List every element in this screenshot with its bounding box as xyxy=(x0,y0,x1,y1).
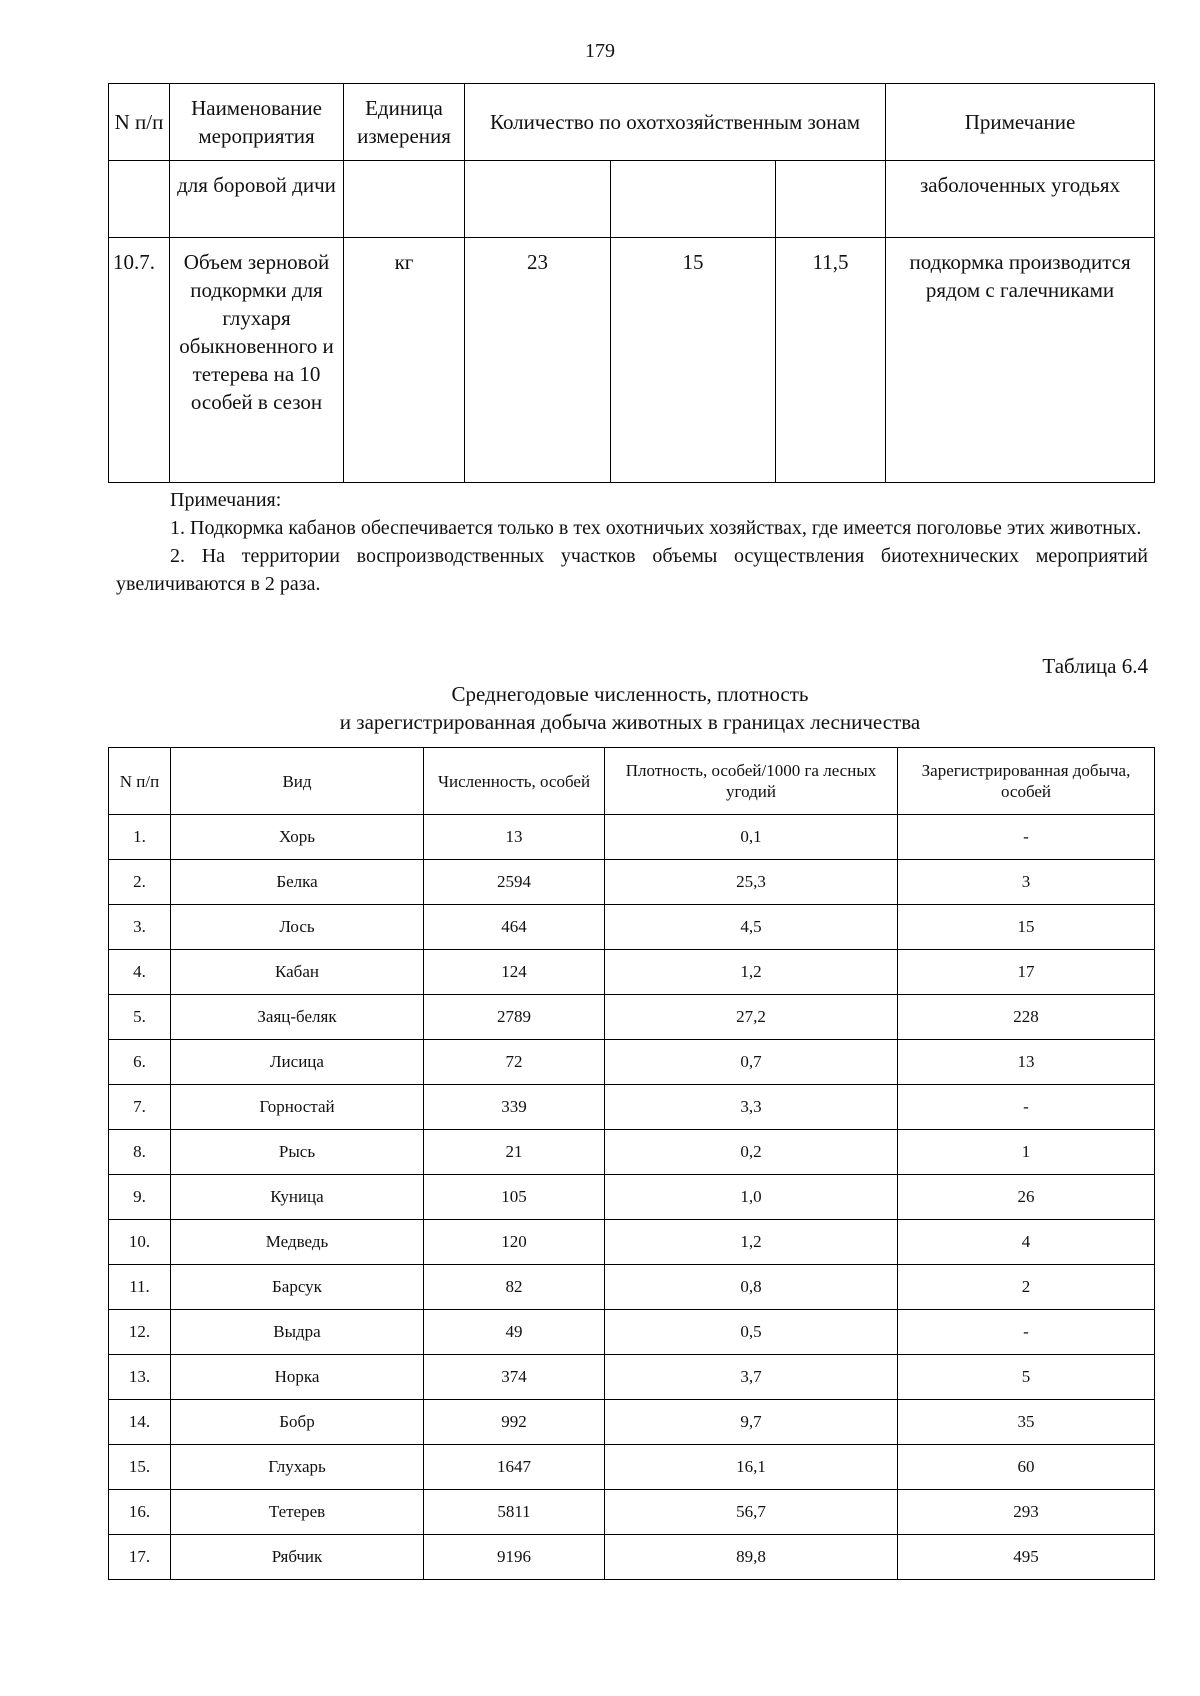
cell-species: Белка xyxy=(171,860,424,905)
cell-species: Лось xyxy=(171,905,424,950)
cell-density: 0,8 xyxy=(605,1265,898,1310)
cell-density: 4,5 xyxy=(605,905,898,950)
table-label: Таблица 6.4 xyxy=(1042,654,1148,678)
cell-species: Выдра xyxy=(171,1310,424,1355)
header-num: N п/п xyxy=(109,748,171,815)
table-row xyxy=(109,1175,1155,1220)
cell-species: Кабан xyxy=(171,950,424,995)
table-row xyxy=(109,815,1155,860)
header-unit: Единица измерения xyxy=(344,84,465,161)
cell-num: 12. xyxy=(109,1310,171,1355)
cell-count: 105 xyxy=(424,1175,605,1220)
cell-count: 1647 xyxy=(424,1445,605,1490)
table-row xyxy=(109,995,1155,1040)
cell-zone-1: 23 xyxy=(465,238,611,483)
cell-density: 0,2 xyxy=(605,1130,898,1175)
cell-harvest: 1 xyxy=(898,1130,1155,1175)
cell-harvest: 15 xyxy=(898,905,1155,950)
cell-count: 374 xyxy=(424,1355,605,1400)
cell-species: Медведь xyxy=(171,1220,424,1265)
header-name: Наименование мероприятия xyxy=(170,84,344,161)
cell-num: 2. xyxy=(109,860,171,905)
page-number: 179 xyxy=(585,40,615,62)
cell-num: 3. xyxy=(109,905,171,950)
cell-name: для боровой дичи xyxy=(170,161,344,238)
cell-harvest: 495 xyxy=(898,1535,1155,1580)
table-row xyxy=(109,1040,1155,1085)
cell-harvest: 13 xyxy=(898,1040,1155,1085)
cell-num: 15. xyxy=(109,1445,171,1490)
table-row xyxy=(109,1265,1155,1310)
header-count: Численность, особей xyxy=(424,748,605,815)
cell-zone-3 xyxy=(776,161,886,238)
table-row xyxy=(109,1310,1155,1355)
cell-num: 6. xyxy=(109,1040,171,1085)
cell-density: 1,0 xyxy=(605,1175,898,1220)
cell-density: 9,7 xyxy=(605,1400,898,1445)
cell-num: 8. xyxy=(109,1130,171,1175)
table-row xyxy=(109,860,1155,905)
cell-harvest: 5 xyxy=(898,1355,1155,1400)
cell-num: 17. xyxy=(109,1535,171,1580)
cell-count: 124 xyxy=(424,950,605,995)
cell-num: 9. xyxy=(109,1175,171,1220)
cell-harvest: 3 xyxy=(898,860,1155,905)
cell-num: 1. xyxy=(109,815,171,860)
cell-zone-2 xyxy=(611,161,776,238)
cell-unit xyxy=(344,161,465,238)
table-caption xyxy=(0,680,1200,736)
note-item: 2. На территории воспроизводственных участков объемы осуществления биотехнических мероприятий увеличиваются в 2 раза. xyxy=(116,545,1148,595)
cell-count: 339 xyxy=(424,1085,605,1130)
cell-harvest: 17 xyxy=(898,950,1155,995)
cell-count: 2789 xyxy=(424,995,605,1040)
cell-harvest: 26 xyxy=(898,1175,1155,1220)
table-row xyxy=(109,1490,1155,1535)
table-row xyxy=(109,161,1155,238)
cell-name: Объем зерновой подкормки для глухаря обыкновенного и тетерева на 10 особей в сезон xyxy=(170,238,344,483)
cell-num: 4. xyxy=(109,950,171,995)
cell-num: 11. xyxy=(109,1265,171,1310)
table-row xyxy=(109,950,1155,995)
cell-count: 72 xyxy=(424,1040,605,1085)
header-species: Вид xyxy=(171,748,424,815)
cell-num: 5. xyxy=(109,995,171,1040)
cell-harvest: 228 xyxy=(898,995,1155,1040)
cell-density: 56,7 xyxy=(605,1490,898,1535)
cell-num: 10.7. xyxy=(109,238,170,483)
cell-unit: кг xyxy=(344,238,465,483)
caption-line-2: и зарегистрированная добыча животных в границах лесничества xyxy=(339,710,921,734)
cell-harvest: 35 xyxy=(898,1400,1155,1445)
cell-harvest: - xyxy=(898,815,1155,860)
header-zones: Количество по охотхозяйственным зонам xyxy=(465,84,886,161)
cell-num xyxy=(109,161,170,238)
cell-species: Рысь xyxy=(171,1130,424,1175)
cell-density: 1,2 xyxy=(605,1220,898,1265)
table-row xyxy=(109,238,1155,483)
header-harvest: Зарегистрированная добыча, особей xyxy=(898,748,1155,815)
cell-species: Куница xyxy=(171,1175,424,1220)
cell-num: 10. xyxy=(109,1220,171,1265)
cell-zone-2: 15 xyxy=(611,238,776,483)
cell-density: 89,8 xyxy=(605,1535,898,1580)
cell-num: 16. xyxy=(109,1490,171,1535)
notes-section xyxy=(116,486,1148,598)
header-note: Примечание xyxy=(886,84,1155,161)
cell-density: 16,1 xyxy=(605,1445,898,1490)
cell-density: 1,2 xyxy=(605,950,898,995)
cell-num: 14. xyxy=(109,1400,171,1445)
caption-line-1: Среднегодовые численность, плотность xyxy=(451,682,809,706)
header-num: N п/п xyxy=(109,84,170,161)
cell-species: Горностай xyxy=(171,1085,424,1130)
cell-harvest: 293 xyxy=(898,1490,1155,1535)
cell-count: 2594 xyxy=(424,860,605,905)
cell-species: Тетерев xyxy=(171,1490,424,1535)
cell-zone-1 xyxy=(465,161,611,238)
cell-species: Норка xyxy=(171,1355,424,1400)
cell-density: 3,7 xyxy=(605,1355,898,1400)
cell-species: Хорь xyxy=(171,815,424,860)
cell-density: 0,1 xyxy=(605,815,898,860)
cell-note: подкормка производится рядом с галечниками xyxy=(886,238,1155,483)
table-row xyxy=(109,1130,1155,1175)
cell-count: 9196 xyxy=(424,1535,605,1580)
cell-density: 25,3 xyxy=(605,860,898,905)
cell-density: 0,7 xyxy=(605,1040,898,1085)
table-row xyxy=(109,1445,1155,1490)
animal-population-table xyxy=(108,747,1155,1580)
table-row xyxy=(109,905,1155,950)
cell-density: 3,3 xyxy=(605,1085,898,1130)
cell-count: 120 xyxy=(424,1220,605,1265)
cell-count: 21 xyxy=(424,1130,605,1175)
table-body xyxy=(109,815,1155,1580)
notes-heading: Примечания: xyxy=(170,489,282,511)
cell-harvest: 60 xyxy=(898,1445,1155,1490)
cell-species: Бобр xyxy=(171,1400,424,1445)
note-item: 1. Подкормка кабанов обеспечивается только в тех охотничьих хозяйствах, где имеется поголовье этих животных. xyxy=(170,517,1142,539)
cell-harvest: 2 xyxy=(898,1265,1155,1310)
table-row xyxy=(109,1085,1155,1130)
cell-density: 27,2 xyxy=(605,995,898,1040)
cell-count: 464 xyxy=(424,905,605,950)
cell-zone-3: 11,5 xyxy=(776,238,886,483)
table-row xyxy=(109,1400,1155,1445)
table-row xyxy=(109,1535,1155,1580)
cell-count: 5811 xyxy=(424,1490,605,1535)
cell-species: Глухарь xyxy=(171,1445,424,1490)
cell-note: заболоченных угодьях xyxy=(886,161,1155,238)
cell-harvest: - xyxy=(898,1310,1155,1355)
cell-species: Рябчик xyxy=(171,1535,424,1580)
cell-species: Барсук xyxy=(171,1265,424,1310)
biotech-measures-table xyxy=(108,83,1155,483)
cell-species: Лисица xyxy=(171,1040,424,1085)
cell-count: 13 xyxy=(424,815,605,860)
cell-density: 0,5 xyxy=(605,1310,898,1355)
cell-count: 992 xyxy=(424,1400,605,1445)
cell-harvest: 4 xyxy=(898,1220,1155,1265)
cell-count: 49 xyxy=(424,1310,605,1355)
cell-count: 82 xyxy=(424,1265,605,1310)
header-density: Плотность, особей/1000 га лесных угодий xyxy=(605,748,898,815)
table-row xyxy=(109,1220,1155,1265)
cell-num: 7. xyxy=(109,1085,171,1130)
table-row xyxy=(109,1355,1155,1400)
cell-harvest: - xyxy=(898,1085,1155,1130)
cell-species: Заяц-беляк xyxy=(171,995,424,1040)
cell-num: 13. xyxy=(109,1355,171,1400)
